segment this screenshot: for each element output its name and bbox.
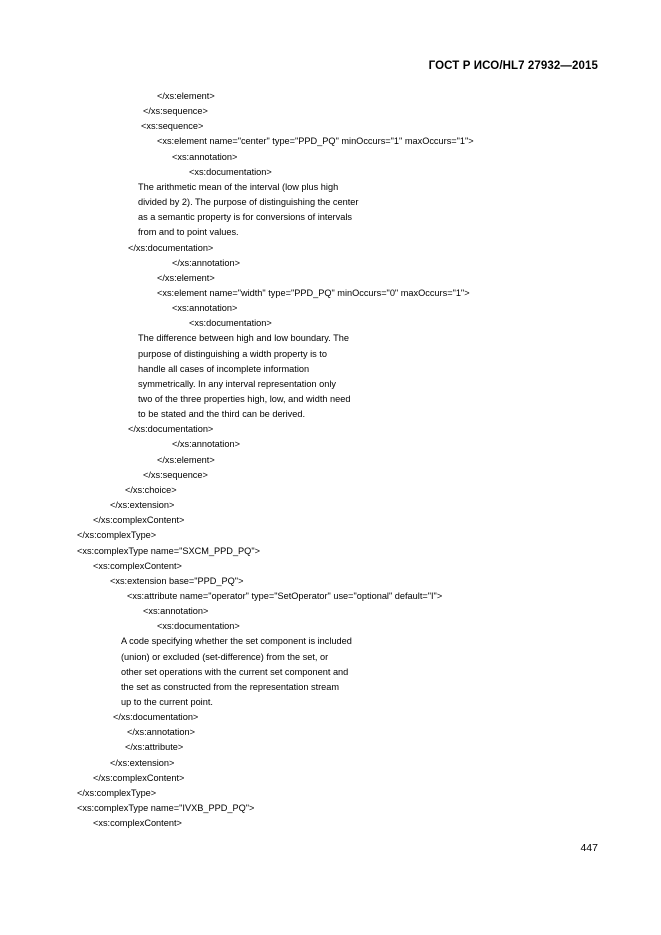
code-line: </xs:complexType> bbox=[77, 787, 157, 798]
code-line: </xs:annotation> bbox=[172, 257, 240, 268]
code-line: <xs:complexContent> bbox=[93, 560, 182, 571]
code-line: </xs:documentation> bbox=[113, 712, 199, 723]
code-line: as a semantic property is for conversions of intervals bbox=[138, 212, 352, 223]
code-line: <xs:complexType name="SXCM_PPD_PQ"> bbox=[77, 545, 260, 556]
code-line: <xs:complexContent> bbox=[93, 818, 182, 829]
code-line: <xs:annotation> bbox=[143, 606, 209, 617]
standard-header: ГОСТ Р ИСО/HL7 27932—2015 bbox=[428, 60, 598, 72]
page-number: 447 bbox=[580, 842, 598, 854]
code-line: </xs:annotation> bbox=[127, 727, 195, 738]
code-line: handle all cases of incomplete information bbox=[138, 363, 310, 374]
code-line: </xs:extension> bbox=[110, 757, 175, 768]
code-line: <xs:documentation> bbox=[157, 621, 240, 632]
code-line: (union) or excluded (set-difference) from the set, or bbox=[121, 651, 329, 662]
code-line: </xs:sequence> bbox=[143, 469, 208, 480]
code-line: <xs:documentation> bbox=[189, 318, 272, 329]
code-line: </xs:element> bbox=[157, 91, 215, 101]
code-line: A code specifying whether the set component is included bbox=[121, 636, 352, 647]
code-line: purpose of distinguishing a width property is to bbox=[138, 348, 327, 359]
code-line: to be stated and the third can be derived. bbox=[138, 409, 306, 420]
code-line: <xs:element name="center" type="PPD_PQ" minOccurs="1" maxOccurs="1"> bbox=[157, 136, 474, 147]
code-line: </xs:element> bbox=[157, 454, 215, 465]
code-line: other set operations with the current set component and bbox=[121, 666, 349, 677]
code-line: <xs:documentation> bbox=[189, 166, 272, 177]
code-line: </xs:element> bbox=[157, 272, 215, 283]
code-line: divided by 2). The purpose of distinguishing the center bbox=[138, 197, 359, 208]
code-line: The arithmetic mean of the interval (low plus high bbox=[138, 181, 339, 192]
code-line: from and to point values. bbox=[138, 227, 239, 238]
code-line: </xs:choice> bbox=[125, 484, 177, 495]
code-line: <xs:attribute name="operator" type="SetOperator" use="optional" default="I"> bbox=[127, 590, 443, 601]
code-line: </xs:complexType> bbox=[77, 530, 157, 541]
code-line: </xs:attribute> bbox=[125, 742, 184, 753]
code-line: </xs:annotation> bbox=[172, 439, 240, 450]
code-line: </xs:documentation> bbox=[128, 424, 214, 435]
code-line: <xs:extension base="PPD_PQ"> bbox=[110, 575, 244, 586]
code-line: up to the current point. bbox=[121, 697, 213, 707]
code-line: <xs:annotation> bbox=[172, 151, 238, 162]
code-line: </xs:complexContent> bbox=[93, 515, 185, 526]
code-line: The difference between high and low boundary. The bbox=[138, 333, 349, 344]
code-line: symmetrically. In any interval representation only bbox=[138, 378, 336, 389]
code-line: </xs:sequence> bbox=[143, 106, 208, 117]
code-line: </xs:documentation> bbox=[128, 242, 214, 253]
code-line: <xs:complexType name="IVXB_PPD_PQ"> bbox=[77, 803, 255, 814]
code-line: </xs:extension> bbox=[110, 500, 175, 511]
code-line: </xs:complexContent> bbox=[93, 772, 185, 783]
code-line: two of the three properties high, low, and width need bbox=[138, 394, 351, 404]
code-line: <xs:sequence> bbox=[141, 121, 204, 132]
code-line: the set as constructed from the representation stream bbox=[121, 681, 340, 692]
code-line: <xs:annotation> bbox=[172, 303, 238, 314]
code-line: <xs:element name="width" type="PPD_PQ" minOccurs="0" maxOccurs="1"> bbox=[157, 287, 470, 298]
